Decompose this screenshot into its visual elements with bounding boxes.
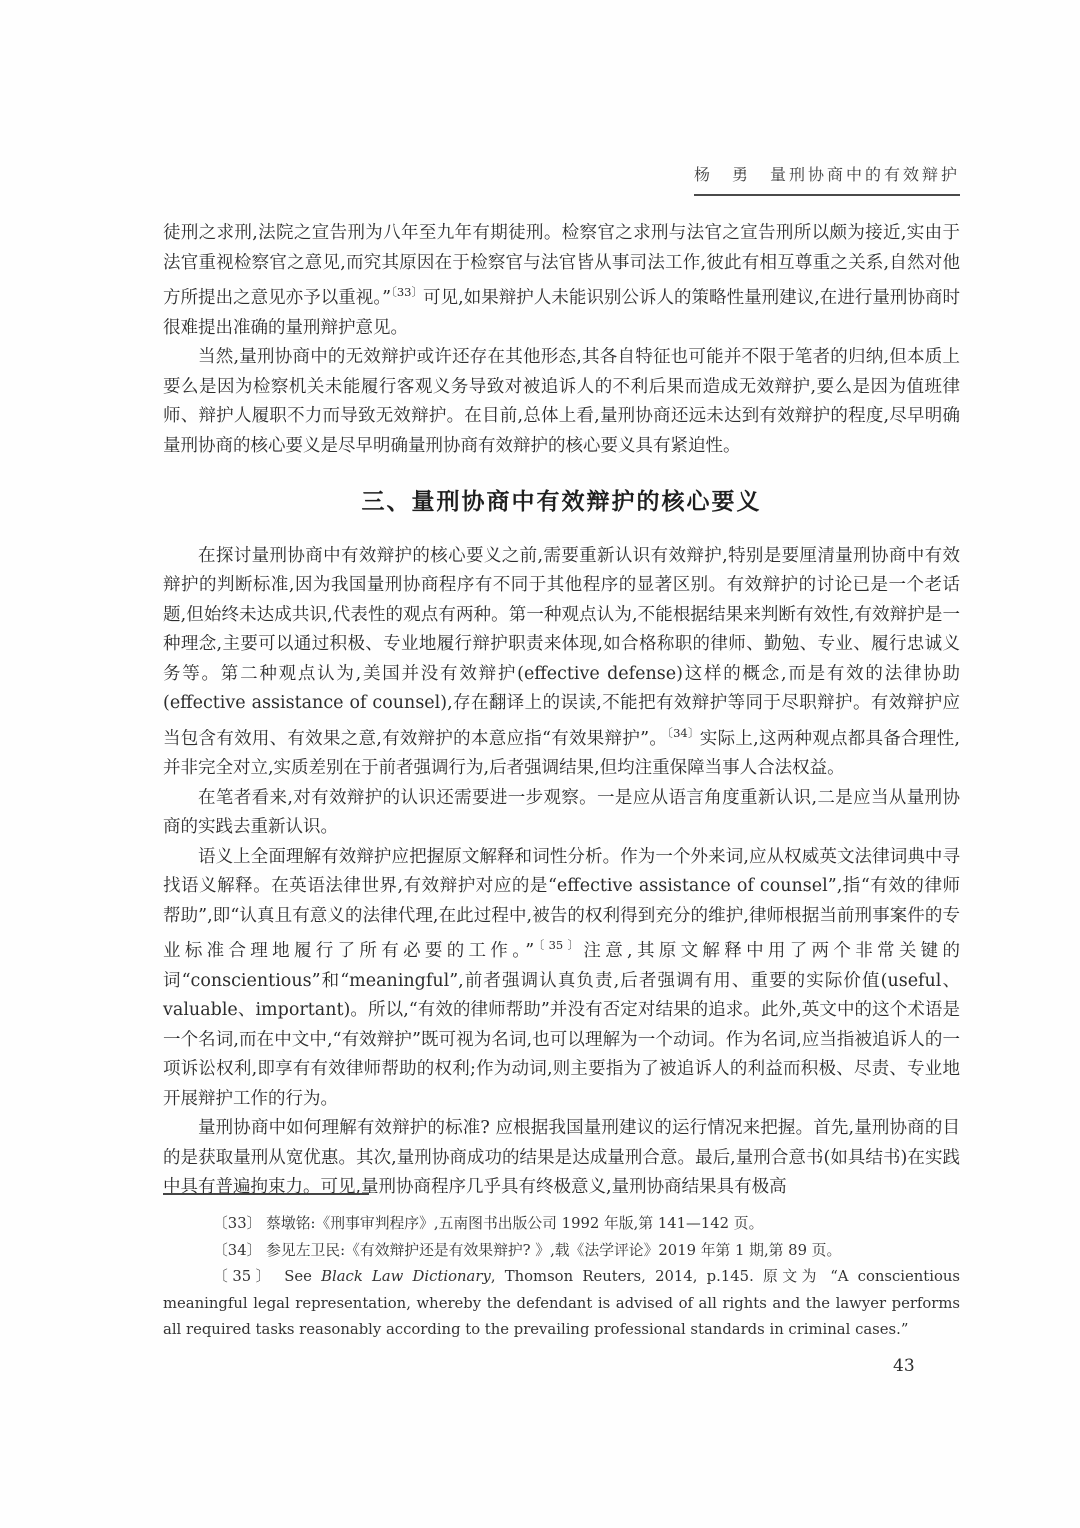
footnote-item: [163, 1211, 960, 1238]
text-run: 在探讨量刑协商中有效辩护的核心要义之前,需要重新认识有效辩护,特别是要厘清量刑协商中有效辩护的判断标准,因为我国量刑协商程序有不同于其他程序的显著区别。有效辩护的讨论已是一个老话题,但始终未达成共识,代表性的观点有两种。第一种观点认为,不能根据结果来判断有效性,有效辩护是一种理念,主要可以通过积极、专业地履行辩护职责来体现,如合格称职的律师、勤勉、专业、履行忠诚义务等。第二种观点认为,美国并没有效辩护(effective defense)这样的概念,而是有效的法律协助(effective assistance of counsel),存在翻译上的误读,不能把有效辩护等同于尽职辩护。有效辩护应当包含有效用、有效果之意,有效辩护的本意应指“有效果辩护”。: [163, 545, 960, 749]
italic-text: Black Law Dictionary: [321, 1268, 491, 1285]
text-run: 〔34〕 参见左卫民:《有效辩护还是有效果辩护? 》,载《法学评论》2019 年第 1 期,第 89 页。: [213, 1241, 842, 1259]
paragraph: [163, 843, 960, 1115]
footnote-ref: 〔34〕: [667, 725, 700, 740]
text-run: , Thomson Reuters, 2014, p.145. 原文为 “A conscientious meaningful legal representation, whereby the defendant is advised of all rights and the lawyer performs all required tasks reasonably according to the prevailing professional standards in criminal cases.”: [163, 1268, 961, 1338]
footnote-item: [163, 1264, 960, 1344]
paragraph: [163, 219, 960, 343]
section-heading: 三、量刑协商中有效辩护的核心要义: [361, 488, 762, 515]
footnote-item: [163, 1238, 960, 1265]
footnote-ref: 〔35〕: [534, 938, 584, 952]
text-run: 〔35〕 See: [213, 1268, 322, 1285]
footnote-separator: [163, 1193, 369, 1195]
text-run: 徒刑之求刑,法院之宣告刑为八年至九年有期徒刑。检察官之求刑与法官之宣告刑所以颇为接近,实由于法官重视检察官之意见,而究其原因在于检察官与法官皆从事司法工作,彼此有相互尊重之关系,自然对他方所提出之意见亦予以重视。”: [163, 223, 960, 308]
text-run: 在笔者看来,对有效辩护的认识还需要进一步观察。一是应从语言角度重新认识,二是应当从量刑协商的实践去重新认识。: [163, 787, 960, 837]
text-run: 〔33〕 蔡墩铭:《刑事审判程序》,五南图书出版公司 1992 年版,第 141—142 页。: [213, 1215, 764, 1232]
text-run: 实际上,这两种观点都具备合理性,并非完全对立,实质差别在于前者强调行为,后者强调结果,但均注重保障当事人合法权益。: [163, 728, 960, 778]
text-run: 量刑协商中如何理解有效辩护的标准? 应根据我国量刑建议的运行情况来把握。首先,量刑协商的目的是获取量刑从宽优惠。其次,量刑协商成功的结果是达成量刑合意。最后,量刑合意书(如具结书)在实践中具有普遍拘束力。可见,量刑协商程序几乎具有终极意义,量刑协商结果具有极高: [163, 1118, 960, 1197]
text-run: 语义上全面理解有效辩护应把握原文解释和词性分析。作为一个外来词,应从权威英文法律词典中寻找语义解释。在英语法律世界,有效辩护对应的是“effective assistance of counsel”,指“有效的律师帮助”,即“认真且有意义的法律代理,在此过程中,被告的权利得到充分的维护,律师根据当前刑事案件的专业标准合理地履行了所有必要的工作。”: [163, 846, 960, 961]
text-run: 当然,量刑协商中的无效辩护或许还存在其他形态,其各自特征也可能并不限于笔者的归纳,但本质上要么是因为检察机关未能履行客观义务导致对被追诉人的不利后果而造成无效辩护,要么是因为值班律师、辩护人履职不力而导致无效辩护。在目前,总体上看,量刑协商还远未达到有效辩护的程度,尽早明确量刑协商的核心要义是尽早明确量刑协商有效辩护的核心要义具有紧迫性。: [163, 347, 960, 456]
page-number: 43: [893, 1356, 915, 1376]
paragraph: [163, 343, 960, 461]
running-header: [163, 162, 960, 196]
paragraph: [163, 542, 960, 784]
paragraph: [163, 1114, 960, 1203]
text-run: 可见,如果辩护人未能识别公诉人的策略性量刑建议,在进行量刑协商时很难提出准确的量刑辩护意见。: [163, 288, 960, 338]
footnote-ref: 〔33〕: [391, 285, 424, 299]
footnote-area: [163, 1193, 960, 1344]
page-content: [163, 162, 960, 1203]
running-header-text: 杨 勇 量刑协商中的有效辩护: [694, 162, 960, 196]
paragraph: [163, 784, 960, 843]
footnotes: [163, 1211, 960, 1344]
text-run: 注意,其原文解释中用了两个非常关键的词“conscientious”和“meaningful”,前者强调认真负责,后者强调有用、重要的实际价值(useful、valuable、important)。所以,“有效的律师帮助”并没有否定对结果的追求。此外,英文中的这个术语是一个名词,而在中文中,“有效辩护”既可视为名词,也可以理解为一个动词。作为名词,应当指被追诉人的一项诉讼权利,即享有有效律师帮助的权利;作为动词,则主要指为了被追诉人的利益而积极、尽责、专业地开展辩护工作的行为。: [163, 941, 960, 1109]
article-body: [163, 219, 960, 1203]
